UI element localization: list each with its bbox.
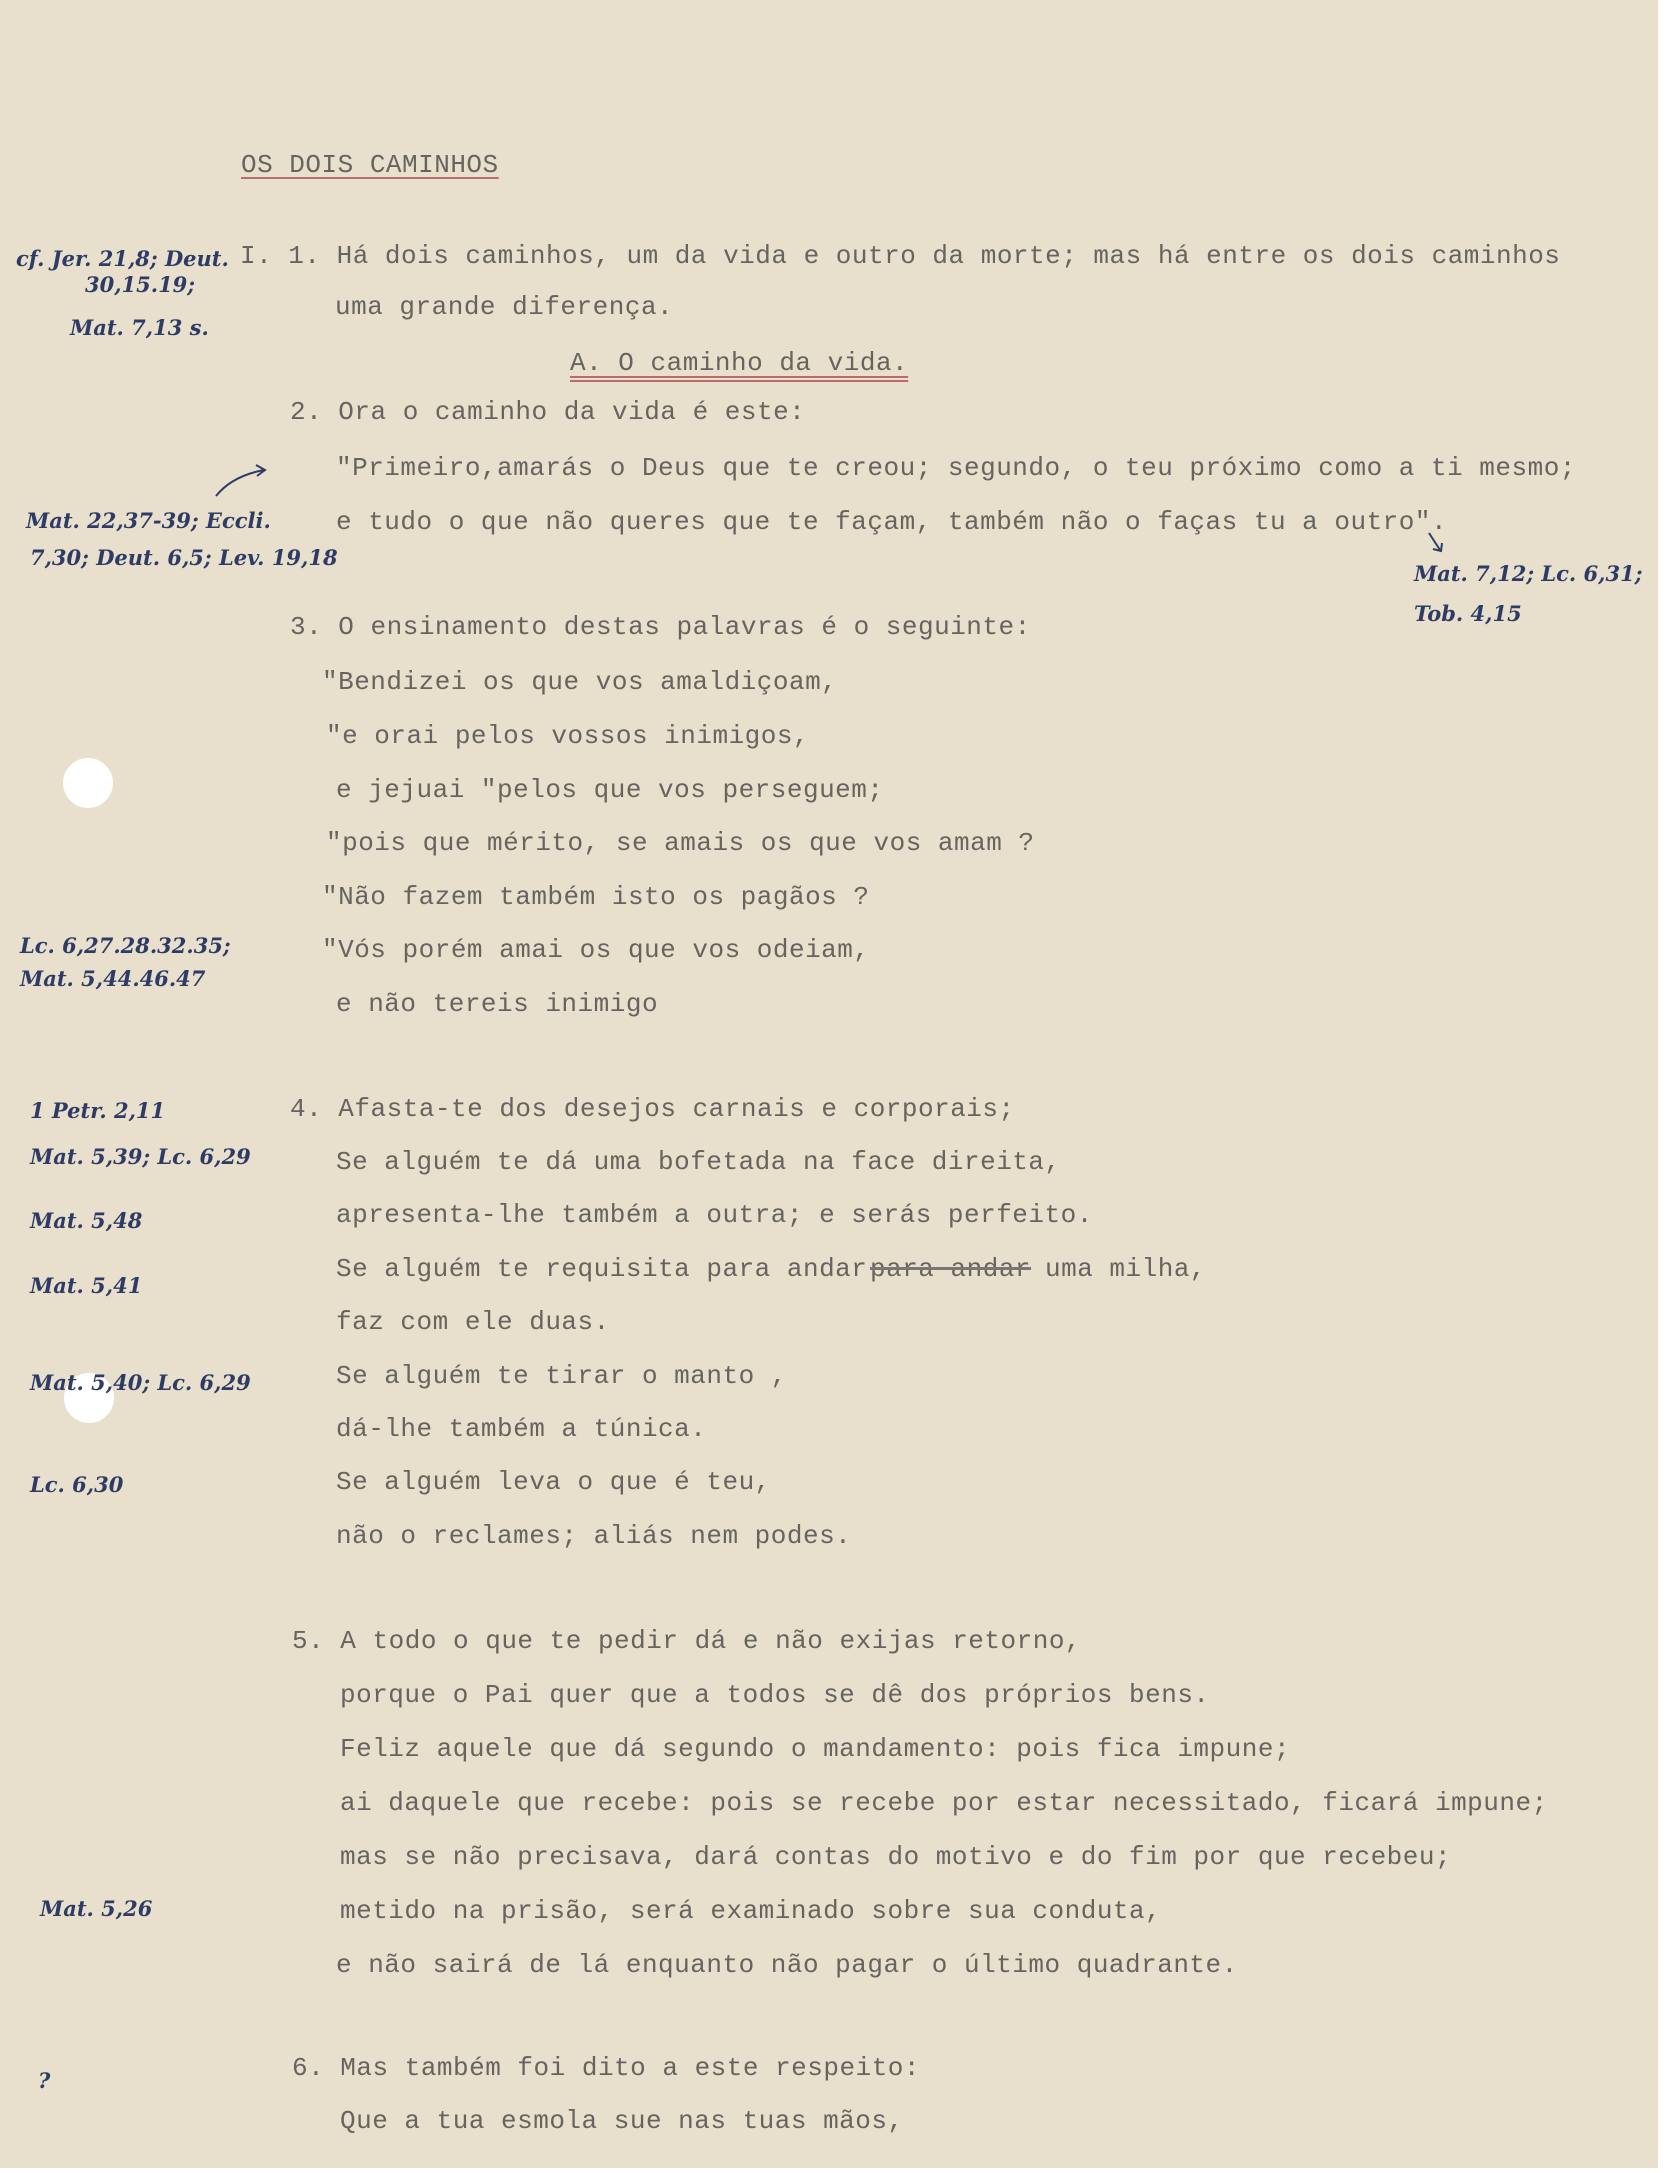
text-line: Se alguém te tirar o manto , — [336, 1361, 787, 1391]
text-line: "Vós porém amai os que vos odeiam, — [322, 935, 870, 965]
margin-note: Mat. 5,48 — [30, 1208, 143, 1233]
margin-note: Mat. 22,37-39; Eccli. — [26, 508, 271, 533]
text-line: "Bendizei os que vos amaldiçoam, — [322, 667, 838, 697]
margin-note: Tob. 4,15 — [1414, 601, 1522, 626]
margin-note: Mat. 7,13 s. — [70, 315, 209, 340]
text-line: faz com ele duas. — [336, 1307, 610, 1337]
margin-note-question: ? — [38, 2068, 51, 2093]
arrow-icon — [1424, 530, 1448, 556]
margin-note: Lc. 6,27.28.32.35; — [20, 933, 231, 958]
text-line: ai daquele que recebe: pois se recebe por estar necessitado, ficará impune; — [340, 1788, 1548, 1818]
margin-note: Mat. 5,41 — [30, 1273, 143, 1298]
text-line: uma milha, — [1045, 1254, 1207, 1284]
text-line: dá-lhe também a túnica. — [336, 1414, 707, 1444]
text-line: uma grande diferença. — [335, 292, 674, 322]
text-line: não o reclames; aliás nem podes. — [336, 1521, 852, 1551]
text-line: 2. Ora o caminho da vida é este: — [290, 397, 806, 427]
text-line: e não tereis inimigo — [336, 989, 659, 1019]
margin-note: Mat. 7,12; Lc. 6,31; — [1414, 561, 1643, 586]
text-line: e jejuai "pelos que vos perseguem; — [336, 775, 884, 805]
text-line: Se alguém te dá uma bofetada na face direita, — [336, 1147, 1061, 1177]
text-line: Que a tua esmola sue nas tuas mãos, — [340, 2106, 904, 2136]
text-line: e tudo o que não queres que te façam, também não o faças tu a outro". — [336, 507, 1448, 537]
margin-note: Mat. 5,40; Lc. 6,29 — [30, 1370, 251, 1395]
margin-note: Mat. 5,44.46.47 — [20, 966, 206, 991]
text-line: "Primeiro,amarás o Deus que te creou; segundo, o teu próximo como a ti mesmo; — [336, 453, 1576, 483]
page-title: OS DOIS CAMINHOS — [241, 150, 499, 180]
margin-note: 1 Petr. 2,11 — [30, 1098, 166, 1123]
text-line: "pois que mérito, se amais os que vos amam ? — [326, 828, 1035, 858]
text-line: I. 1. Há dois caminhos, um da vida e outro da morte; mas há entre os dois caminhos — [240, 241, 1561, 271]
margin-note: Lc. 6,30 — [30, 1472, 124, 1497]
struck-text: para andar — [870, 1254, 1032, 1284]
punch-hole-top — [63, 758, 113, 808]
text-line: "e orai pelos vossos inimigos, — [326, 721, 810, 751]
text-line: Feliz aquele que dá segundo o mandamento: pois fica impune; — [340, 1734, 1291, 1764]
text-line: 3. O ensinamento destas palavras é o seguinte: — [290, 612, 1031, 642]
text-line: 4. Afasta-te dos desejos carnais e corporais; — [290, 1094, 1015, 1124]
margin-note: 30,15.19; — [85, 272, 196, 297]
text-line: 5. A todo o que te pedir dá e não exijas retorno, — [292, 1626, 1082, 1656]
text-line: "Não fazem também isto os pagãos ? — [322, 882, 870, 912]
arrow-icon — [212, 462, 272, 502]
text-line: e não sairá de lá enquanto não pagar o último quadrante. — [336, 1950, 1238, 1980]
text-line: Se alguém te requisita para andar — [336, 1254, 868, 1284]
text-line: Se alguém leva o que é teu, — [336, 1467, 771, 1497]
section-subheading: A. O caminho da vida. — [570, 348, 909, 378]
text-line: mas se não precisava, dará contas do motivo e do fim por que recebeu; — [340, 1842, 1452, 1872]
margin-note: cf. Jer. 21,8; Deut. — [16, 246, 229, 271]
text-line: porque o Pai quer que a todos se dê dos próprios bens. — [340, 1680, 1210, 1710]
margin-note: Mat. 5,26 — [40, 1896, 153, 1921]
margin-note: 7,30; Deut. 6,5; Lev. 19,18 — [30, 545, 338, 570]
text-line: apresenta-lhe também a outra; e serás perfeito. — [336, 1200, 1093, 1230]
text-line: 6. Mas também foi dito a este respeito: — [292, 2053, 920, 2083]
text-line: metido na prisão, será examinado sobre sua conduta, — [340, 1896, 1162, 1926]
margin-note: Mat. 5,39; Lc. 6,29 — [30, 1144, 251, 1169]
